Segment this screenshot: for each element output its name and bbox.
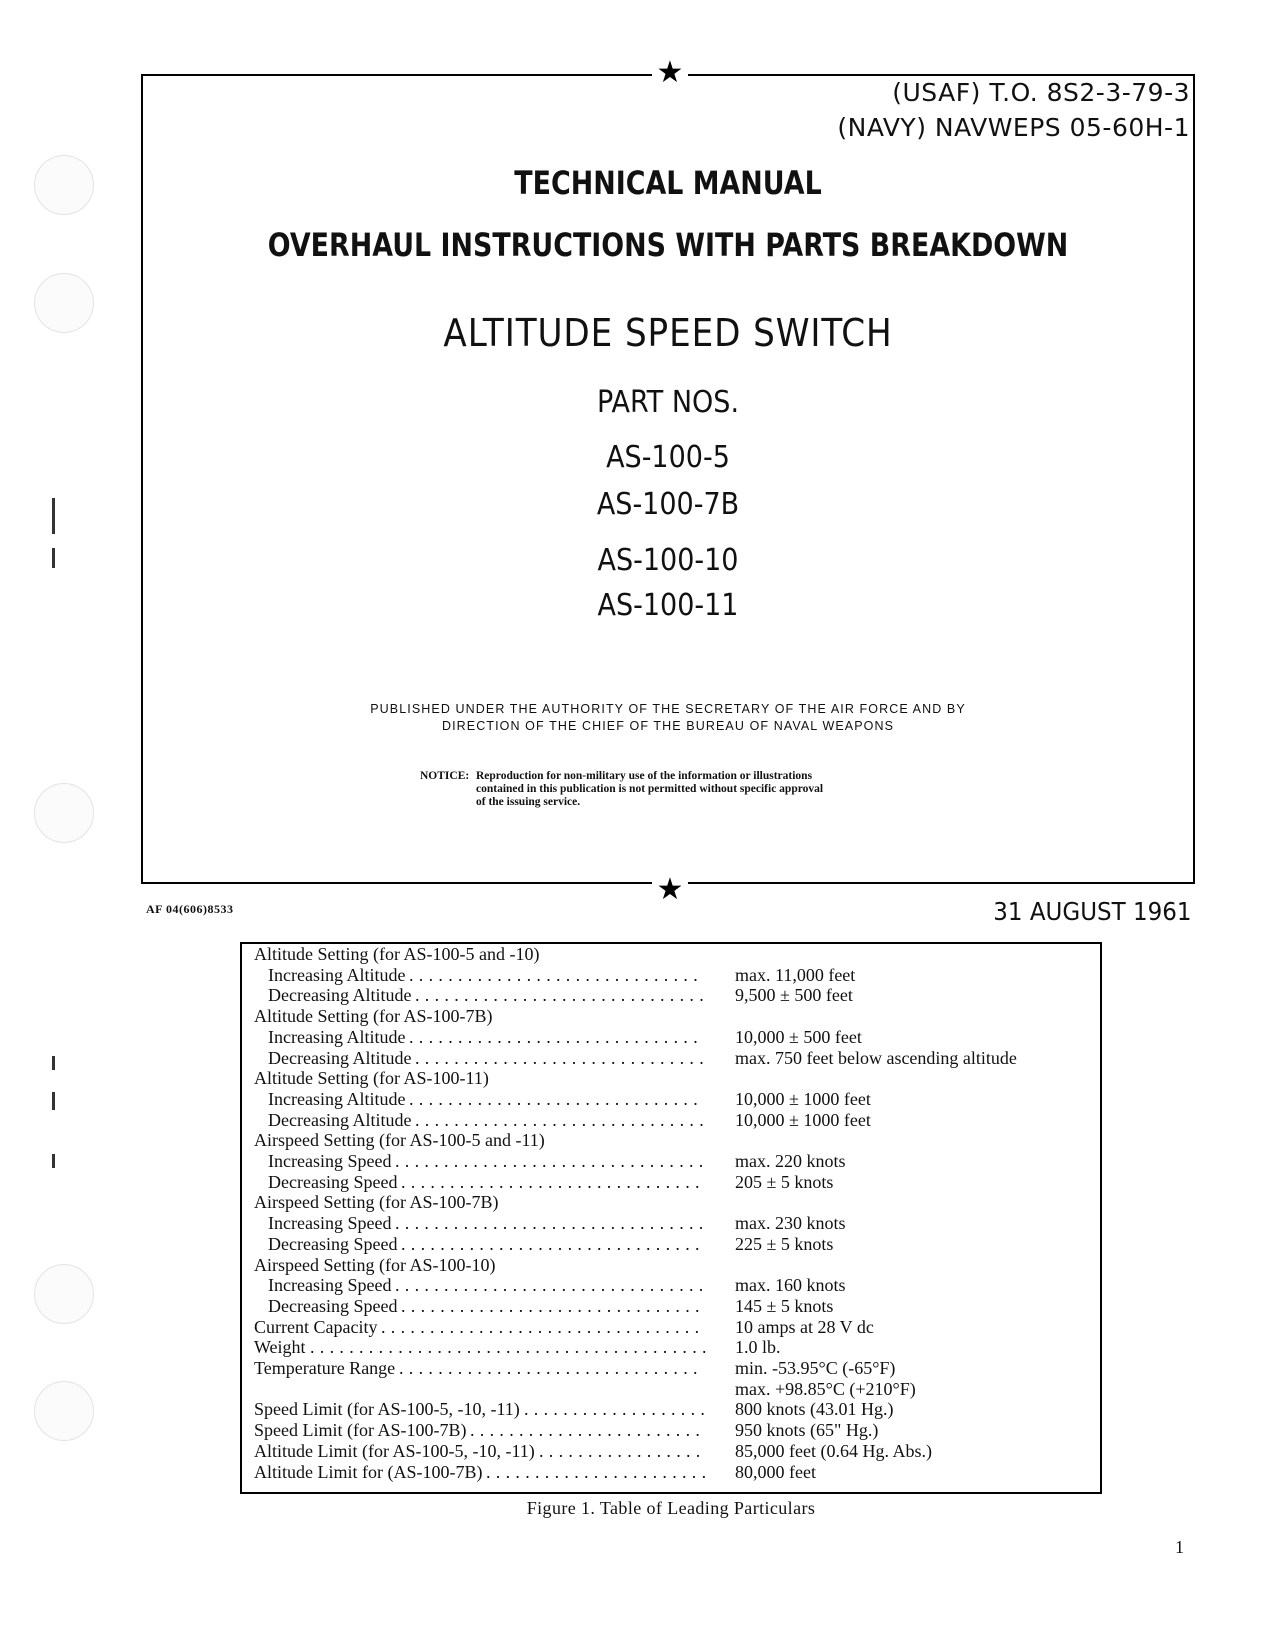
margin-mark bbox=[52, 1154, 55, 1168]
binder-hole bbox=[34, 155, 94, 215]
table-row bbox=[242, 1255, 1100, 1276]
particular-label: Decreasing Speed bbox=[268, 1233, 398, 1254]
dot-leader: ........................ bbox=[470, 1420, 706, 1441]
particular-label: Increasing Altitude bbox=[268, 964, 406, 985]
table-row bbox=[242, 965, 1100, 986]
authority-statement: DIRECTION OF THE CHIEF OF THE BUREAU OF NAVAL WEAPONS bbox=[441, 719, 895, 733]
particular-label: Altitude Limit (for AS-100-5, -10, -11) bbox=[254, 1440, 535, 1461]
table-row bbox=[242, 1441, 1100, 1462]
part-number: AS-100-11 bbox=[597, 588, 739, 623]
dot-leader: ............................... bbox=[401, 1295, 705, 1316]
dot-leader: ............................... bbox=[401, 1171, 705, 1192]
particular-label: Decreasing Speed bbox=[268, 1171, 398, 1192]
dot-leader: ................................ bbox=[395, 1151, 709, 1171]
form-number: AF 04(606)8533 bbox=[146, 902, 234, 916]
dot-leader: .............................. bbox=[415, 1047, 709, 1068]
table-row bbox=[242, 1192, 1100, 1213]
table-row bbox=[242, 1151, 1100, 1172]
navy-publication-number: (NAVY) NAVWEPS 05-60H-1 bbox=[837, 113, 1190, 142]
particular-value: 85,000 feet (0.64 Hg. Abs.) bbox=[735, 1440, 932, 1461]
table-row bbox=[242, 1048, 1100, 1069]
dot-leader: ......................................... bbox=[310, 1337, 712, 1358]
particular-label: Increasing Speed bbox=[268, 1151, 392, 1171]
particular-value: 10 amps at 28 V dc bbox=[735, 1316, 874, 1337]
table-row bbox=[242, 1379, 1100, 1400]
notice-line: of the issuing service. bbox=[476, 796, 581, 808]
binder-hole bbox=[34, 783, 94, 843]
dot-leader: .............................. bbox=[409, 964, 703, 985]
margin-mark bbox=[52, 1092, 55, 1110]
particular-value: max. 230 knots bbox=[735, 1213, 846, 1234]
particular-label: Decreasing Speed bbox=[268, 1295, 398, 1316]
margin-mark bbox=[52, 498, 55, 534]
particular-value: 225 ± 5 knots bbox=[735, 1233, 834, 1254]
particular-value: 145 ± 5 knots bbox=[735, 1295, 834, 1316]
part-nos-label: PART NOS. bbox=[596, 385, 740, 420]
dot-leader: .............................. bbox=[409, 1088, 703, 1109]
particular-label: Altitude Setting (for AS-100-7B) bbox=[254, 1006, 493, 1027]
table-row bbox=[242, 1358, 1100, 1379]
particular-label: Decreasing Altitude bbox=[268, 1109, 412, 1130]
table-row bbox=[242, 1068, 1100, 1089]
manual-subtitle: OVERHAUL INSTRUCTIONS WITH PARTS BREAKDOWN bbox=[267, 226, 1069, 264]
particular-value: max. 11,000 feet bbox=[735, 964, 856, 985]
particular-value: 1.0 lb. bbox=[735, 1337, 781, 1358]
product-name: ALTITUDE SPEED SWITCH bbox=[443, 311, 893, 355]
dot-leader: ....................... bbox=[486, 1461, 712, 1482]
table-row bbox=[242, 1110, 1100, 1131]
part-number: AS-100-7B bbox=[596, 487, 740, 522]
table-row bbox=[242, 1130, 1100, 1151]
particular-label: Current Capacity bbox=[254, 1316, 378, 1337]
binder-hole bbox=[34, 1264, 94, 1324]
table-row bbox=[242, 985, 1100, 1006]
table-row bbox=[242, 1213, 1100, 1234]
particular-label: Speed Limit (for AS-100-5, -10, -11) bbox=[254, 1399, 520, 1420]
particular-label: Decreasing Altitude bbox=[268, 985, 412, 1006]
table-row bbox=[242, 944, 1100, 965]
particular-value: max. 160 knots bbox=[735, 1275, 846, 1296]
usaf-publication-number: (USAF) T.O. 8S2-3-79-3 bbox=[892, 78, 1190, 107]
leading-particulars-table bbox=[240, 942, 1102, 1494]
binder-hole bbox=[34, 273, 94, 333]
notice-line: Reproduction for non-military use of the information or illustrations bbox=[476, 770, 813, 782]
table-row bbox=[242, 1027, 1100, 1048]
notice-label: NOTICE: bbox=[420, 770, 470, 782]
part-number: AS-100-10 bbox=[597, 543, 739, 578]
publication-date: 31 AUGUST 1961 bbox=[993, 897, 1192, 926]
dot-leader: ................................ bbox=[395, 1275, 709, 1296]
star-icon: ★ bbox=[652, 875, 688, 905]
particular-label: Speed Limit (for AS-100-7B) bbox=[254, 1420, 467, 1441]
star-icon: ★ bbox=[652, 58, 688, 88]
particular-label: Increasing Speed bbox=[268, 1275, 392, 1296]
particular-value: 9,500 ± 500 feet bbox=[735, 985, 853, 1006]
figure-caption: Figure 1. Table of Leading Particulars bbox=[526, 1498, 816, 1518]
binder-hole bbox=[34, 1381, 94, 1441]
particular-value: max. 750 feet below ascending altitude bbox=[735, 1047, 1017, 1068]
particular-label: Weight bbox=[254, 1337, 306, 1358]
table-row bbox=[242, 1275, 1100, 1296]
particular-value: 10,000 ± 500 feet bbox=[735, 1026, 862, 1047]
particular-value: max. 220 knots bbox=[735, 1151, 846, 1171]
particular-label: Altitude Setting (for AS-100-5 and -10) bbox=[254, 944, 540, 964]
particular-label: Decreasing Altitude bbox=[268, 1047, 412, 1068]
dot-leader: .............................. bbox=[409, 1026, 703, 1047]
particular-value: 950 knots (65" Hg.) bbox=[735, 1420, 879, 1441]
particular-label: Increasing Altitude bbox=[268, 1026, 406, 1047]
particular-label: Airspeed Setting (for AS-100-10) bbox=[254, 1254, 496, 1275]
particular-value: 800 knots (43.01 Hg.) bbox=[735, 1399, 894, 1420]
dot-leader: ................................ bbox=[395, 1213, 709, 1234]
table-row bbox=[242, 1399, 1100, 1420]
notice-line: contained in this publication is not permitted without specific approval bbox=[476, 783, 824, 795]
table-row bbox=[242, 1234, 1100, 1255]
table-row bbox=[242, 1462, 1100, 1483]
table-row bbox=[242, 1296, 1100, 1317]
table-row bbox=[242, 1089, 1100, 1110]
particular-value: 80,000 feet bbox=[735, 1461, 816, 1482]
margin-mark bbox=[52, 1056, 55, 1070]
particular-value: 205 ± 5 knots bbox=[735, 1171, 834, 1192]
particular-label: Airspeed Setting (for AS-100-7B) bbox=[254, 1192, 499, 1213]
particular-label: Airspeed Setting (for AS-100-5 and -11) bbox=[254, 1130, 545, 1151]
part-number: AS-100-5 bbox=[606, 440, 730, 475]
particular-label: Increasing Speed bbox=[268, 1213, 392, 1234]
particular-label: Increasing Altitude bbox=[268, 1088, 406, 1109]
notice-body bbox=[476, 770, 916, 809]
table-row bbox=[242, 1006, 1100, 1027]
table-row bbox=[242, 1317, 1100, 1338]
particular-label: Altitude Setting (for AS-100-11) bbox=[254, 1068, 489, 1089]
dot-leader: ................. bbox=[539, 1440, 706, 1461]
manual-title: TECHNICAL MANUAL bbox=[514, 164, 822, 202]
particular-value: min. -53.95°C (-65°F) bbox=[735, 1358, 896, 1378]
table-row bbox=[242, 1337, 1100, 1358]
dot-leader: .............................. bbox=[415, 1109, 709, 1130]
table-row bbox=[242, 1172, 1100, 1193]
margin-mark bbox=[52, 548, 55, 568]
authority-statement: PUBLISHED UNDER THE AUTHORITY OF THE SECRETARY OF THE AIR FORCE AND BY bbox=[370, 702, 966, 716]
particular-label: Altitude Limit for (AS-100-7B) bbox=[254, 1461, 483, 1482]
dot-leader: .............................. bbox=[415, 985, 709, 1006]
particular-value: 10,000 ± 1000 feet bbox=[735, 1109, 871, 1130]
dot-leader: ................... bbox=[524, 1399, 711, 1420]
page-number: 1 bbox=[1175, 1537, 1184, 1557]
dot-leader: ............................... bbox=[399, 1358, 703, 1378]
particular-value: 10,000 ± 1000 feet bbox=[735, 1088, 871, 1109]
dot-leader: ................................. bbox=[381, 1316, 705, 1337]
dot-leader: ............................... bbox=[401, 1233, 705, 1254]
particular-label: Temperature Range bbox=[254, 1358, 396, 1378]
table-row bbox=[242, 1420, 1100, 1441]
particular-value: max. +98.85°C (+210°F) bbox=[735, 1378, 916, 1399]
